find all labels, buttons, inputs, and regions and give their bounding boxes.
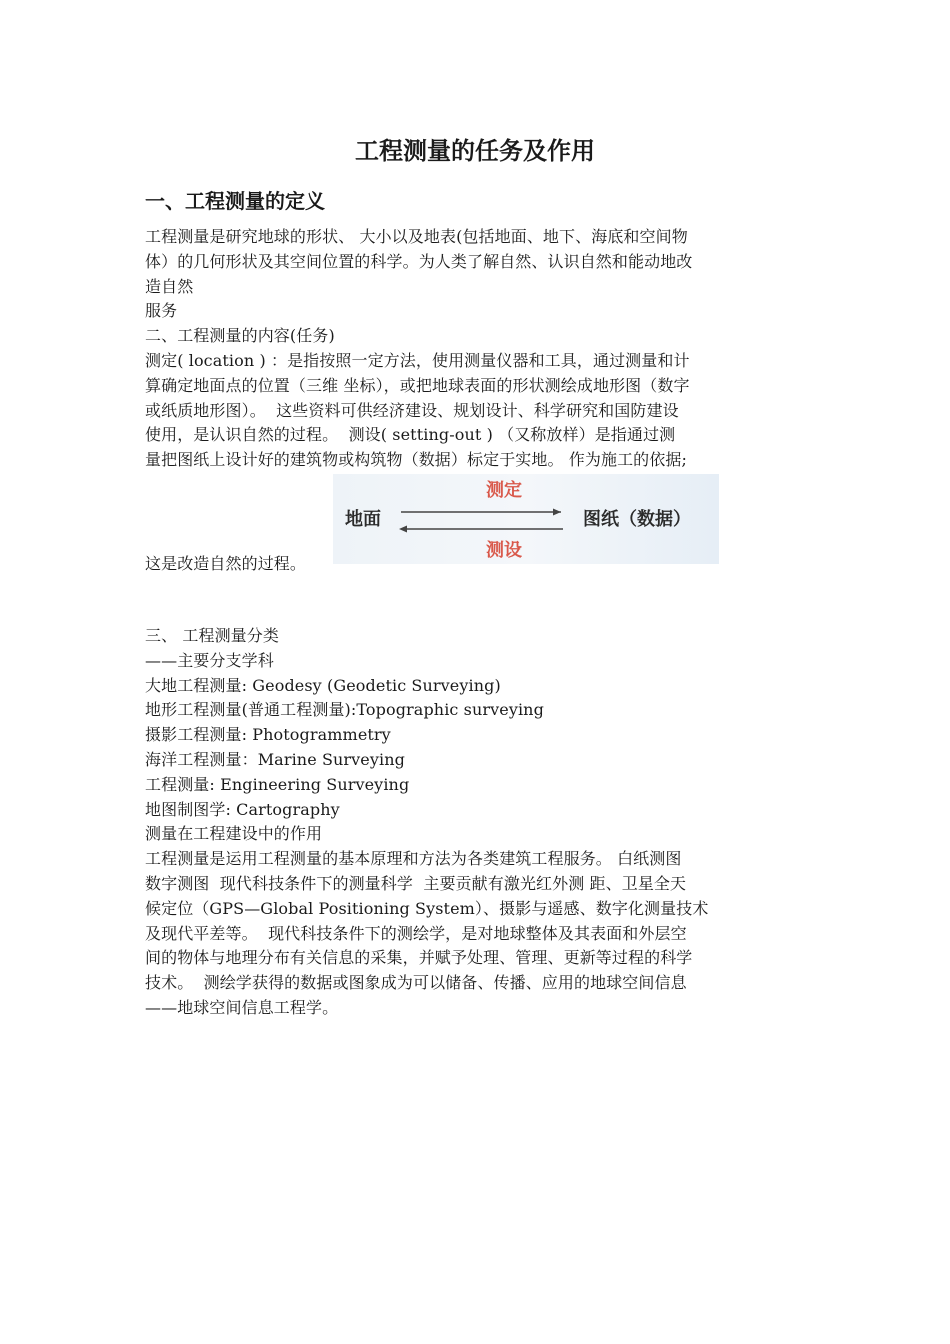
text-line: ——地球空间信息工程学。 [145,997,339,1017]
text-line: 算确定地面点的位置（三维 坐标），或把地球表面的形状测绘成地形图（数字 [145,375,690,395]
text-line: 量把图纸上设计好的建筑物或构筑物（数据）标定于实地。 作为施工的依据; [145,450,687,470]
text-line: 及现代平差等。 现代科技条件下的测绘学，是对地球整体及其表面和外层空 [145,923,687,943]
document-title: 工程测量的任务及作用 [355,137,595,165]
text-line: ——主要分支学科 [145,650,274,670]
text-line: 地形工程测量(普通工程测量):Topographic surveying [145,700,544,720]
text-line: 数字测图 现代科技条件下的测量科学 主要贡献有激光红外测 距、卫星全天 [145,873,687,893]
text-line: 测定( location ) ：是指按照一定方法，使用测量仪器和工具，通过测量和计 [145,350,690,370]
text-line: 间的物体与地理分布有关信息的采集，并赋予处理、管理、更新等过程的科学 [145,948,693,968]
text-line: 摄影工程测量: Photogrammetry [145,725,391,745]
arrow-left-head [399,526,407,533]
text-line: 工程测量: Engineering Surveying [145,774,410,794]
text-line: 这是改造自然的过程。 [145,554,307,573]
text-line: 技术。 测绘学获得的数据或图象成为可以储备、传播、应用的地球空间信息 [145,973,687,993]
diagram-svg [333,474,719,564]
text-line: 使用，是认识自然的过程。 测设( setting-out ) （又称放样）是指通过测 [145,425,676,445]
section-heading-classification: 三、 工程测量分类 [145,626,279,645]
text-line: 大地工程测量: Geodesy (Geodetic Surveying) [145,675,501,695]
diagram-bottom-label: 测设 [486,540,522,561]
text-line: 工程测量是研究地球的形状、 大小以及地表(包括地面、地下、海底和空间物 [145,227,688,246]
text-line: 海洋工程测量：Marine Surveying [145,749,405,769]
text-line: 造自然 [145,276,194,296]
diagram-left-label: 地面 [345,509,381,530]
section-heading-definition: 一、工程测量的定义 [145,189,325,213]
section-heading-content: 二、工程测量的内容(任务) [145,326,335,346]
text-line: 体）的几何形状及其空间位置的科学。为人类了解自然、认识自然和能动地改 [145,251,693,271]
text-line: 地图制图学: Cartography [145,799,340,819]
text-line: 或纸质地形图）。 这些资料可供经济建设、规划设计、科学研究和国防建设 [145,400,679,420]
text-line: 工程测量是运用工程测量的基本原理和方法为各类建筑工程服务。 白纸测图 [145,849,682,869]
section3-body [145,624,810,1021]
after-diagram-text [145,552,810,577]
text-line: 候定位（GPS—Global Positioning System）、摄影与遥感、数字化测量技术 [145,898,709,918]
arrow-right-head [553,509,561,516]
subheading-role: 测量在工程建设中的作用 [145,824,323,844]
diagram-right-label: 图纸（数据） [583,509,691,530]
section1-body [145,225,810,473]
text-line: 服务 [145,301,178,321]
survey-setout-diagram [333,474,719,564]
diagram-top-label: 测定 [486,480,522,501]
